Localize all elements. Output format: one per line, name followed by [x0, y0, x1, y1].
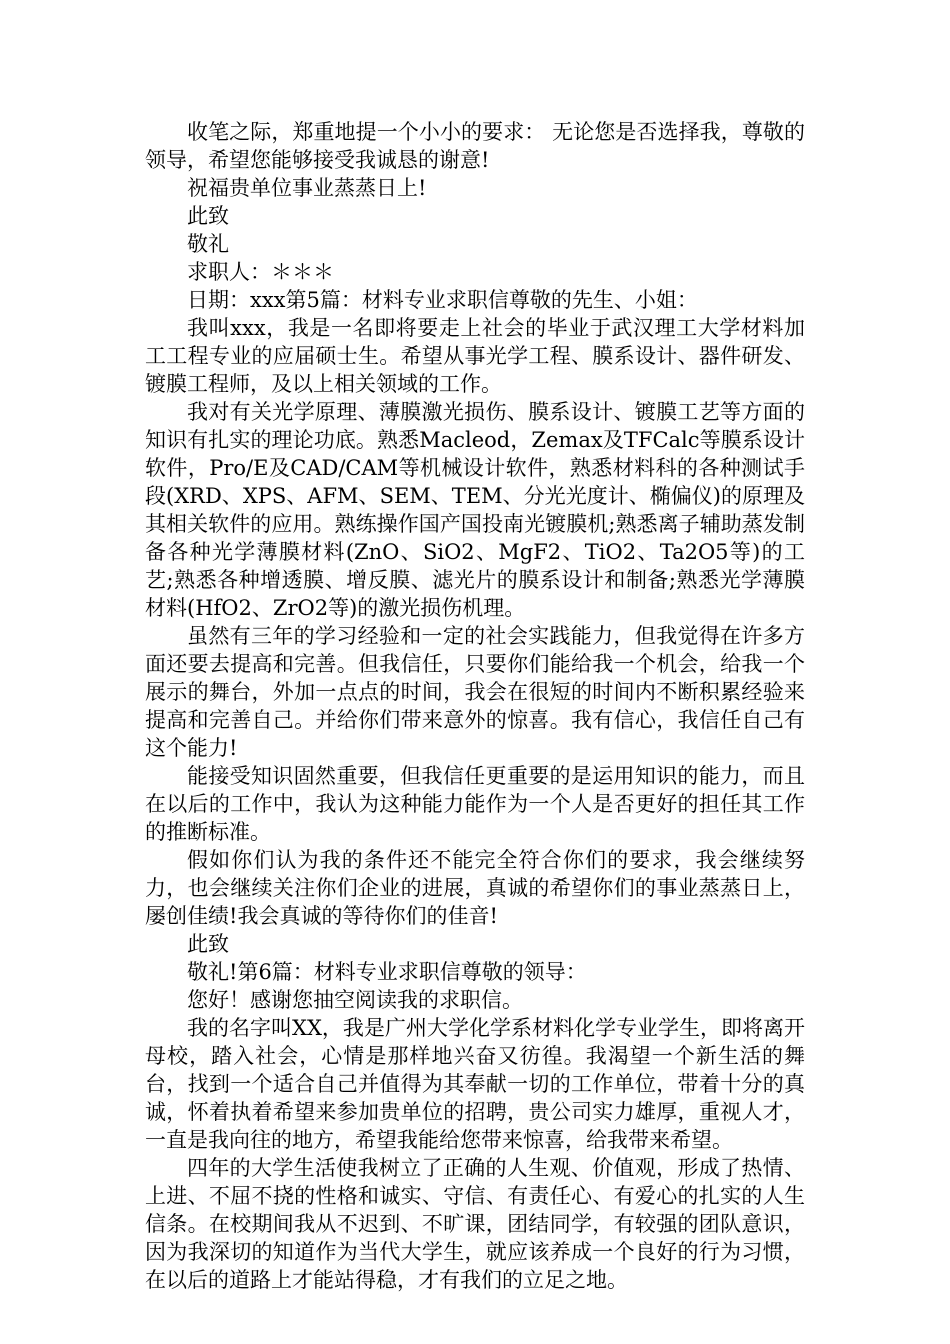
- line-wishes: 祝福贵单位事业蒸蒸日上!: [187, 176, 427, 200]
- paragraph-hope: 假如你们认为我的条件还不能完全符合你们的要求，我会继续努力，也会继续关注你们企业的进展，真诚的希望你们的事业蒸蒸日上，屡创佳绩!我会真诚的等待你们的佳音!: [145, 848, 805, 928]
- paragraph-intro: 我叫xxx，我是一名即将要走上社会的毕业于武汉理工大学材料加工工程专业的应届硕士生。希望从事光学工程、膜系设计、器件研发、镀膜工程师，及以上相关领域的工作。: [145, 316, 805, 396]
- paragraph-ability: 能接受知识固然重要，但我信任更重要的是运用知识的能力，而且在以后的工作中，我认为这种能力能作为一个人是否更好的担任其工作的推断标准。: [145, 764, 805, 844]
- paragraph-university-life: 四年的大学生活使我树立了正确的人生观、价值观，形成了热情、上进、不屈不挠的性格和诚实、守信、有责任心、有爱心的扎实的人生信条。在校期间我从不迟到、不旷课，团结同学，有较强的团队意识，因为我深切的知道作为当代大学生，就应该养成一个良好的行为习惯，在以后的道路上才能站得稳，才有我们的立足之地。: [145, 1156, 805, 1292]
- paragraph-experience: 虽然有三年的学习经验和一定的社会实践能力，但我觉得在许多方面还要去提高和完善。但我信任，只要你们能给我一个机会，给我一个展示的舞台，外加一点点的时间，我会在很短的时间内不断积累经验来提高和完善自己。并给你们带来意外的惊喜。我有信心，我信任自己有这个能力!: [145, 624, 805, 760]
- line-greeting: 您好！感谢您抽空阅读我的求职信。: [187, 988, 523, 1012]
- line-heading-6: 敬礼!第6篇：材料专业求职信尊敬的领导：: [187, 960, 587, 984]
- line-date-heading-5: 日期：xxx第5篇：材料专业求职信尊敬的先生、小姐：: [187, 288, 698, 312]
- line-cizhi-2: 此致: [187, 932, 229, 956]
- paragraph-self-intro: 我的名字叫XX，我是广州大学化学系材料化学专业学生，即将离开母校，踏入社会，心情是那样地兴奋又彷徨。我渴望一个新生活的舞台，找到一个适合自己并值得为其奉献一切的工作单位，带着十分的真诚，怀着执着希望来参加贵单位的招聘，贵公司实力雄厚，重视人才，一直是我向往的地方，希望我能给您带来惊喜，给我带来希望。: [145, 1016, 805, 1152]
- paragraph-closing-request: 收笔之际，郑重地提一个小小的要求： 无论您是否选择我，尊敬的领导，希望您能够接受我诚恳的谢意!: [145, 120, 805, 172]
- line-cizhi: 此致: [187, 204, 229, 228]
- document-body: [145, 118, 805, 1294]
- line-jingli: 敬礼: [187, 232, 229, 256]
- line-applicant: 求职人：＊＊＊: [187, 260, 334, 284]
- paragraph-skills: 我对有关光学原理、薄膜激光损伤、膜系设计、镀膜工艺等方面的知识有扎实的理论功底。熟悉Macleod，Zemax及TFCalc等膜系设计软件，Pro/E及CAD/CAM等机械设计软件，熟悉材料科的各种测试手段(XRD、XPS、AFM、SEM、TEM、分光光度计、椭偏仪)的原理及其相关软件的应用。熟练操作国产国投南光镀膜机;熟悉离子辅助蒸发制备各种光学薄膜材料(ZnO、SiO2、MgF2、TiO2、Ta2O5等)的工艺;熟悉各种增透膜、增反膜、滤光片的膜系设计和制备;熟悉光学薄膜材料(HfO2、ZrO2等)的激光损伤机理。: [145, 400, 805, 620]
